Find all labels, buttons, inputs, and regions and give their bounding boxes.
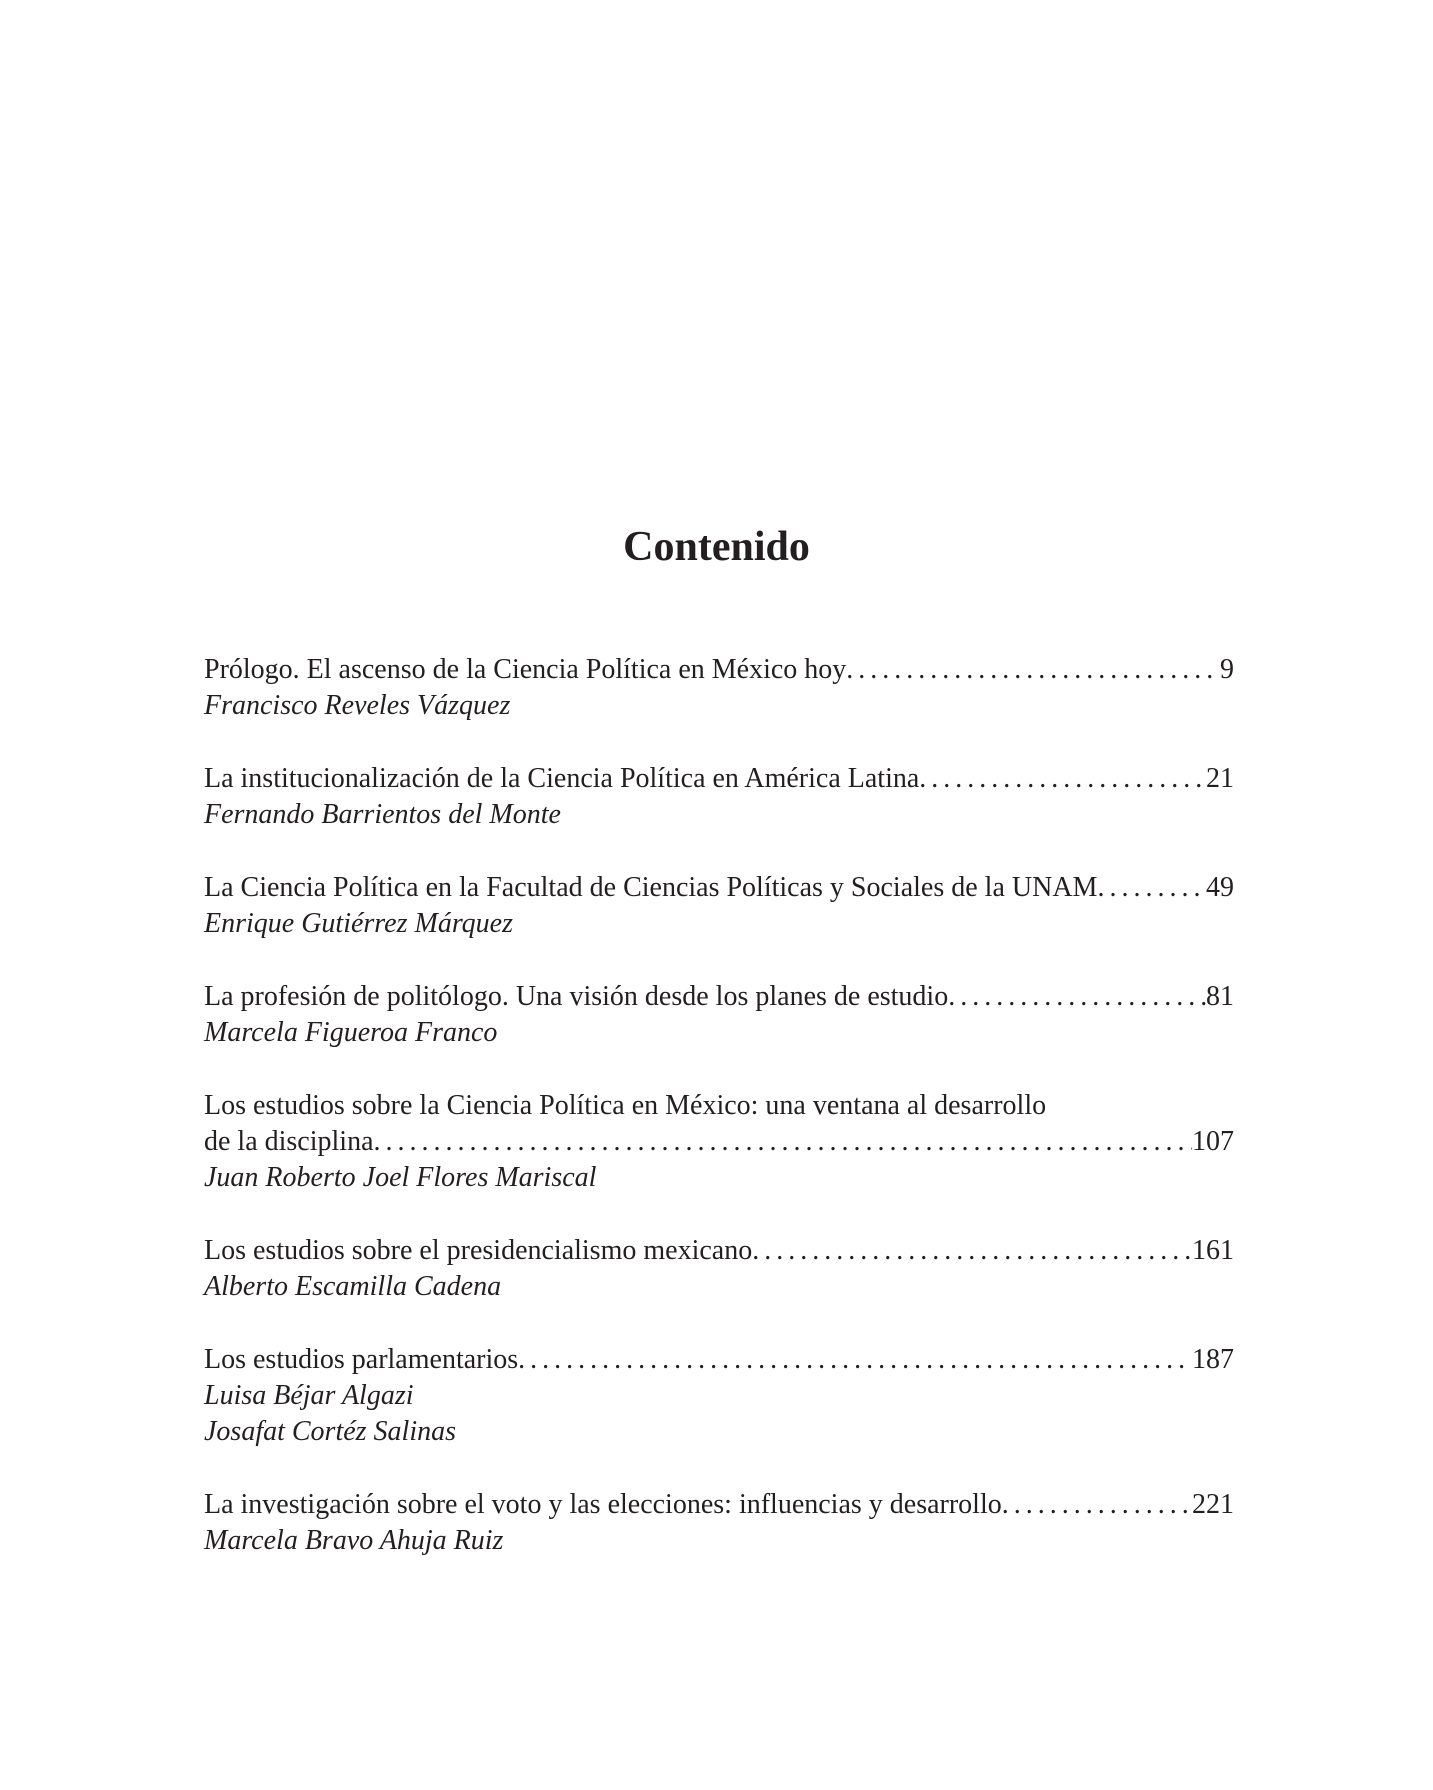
dot-leader [1097, 870, 1206, 906]
toc-entry-line [204, 652, 1234, 688]
toc-author: Juan Roberto Joel Flores Mariscal [204, 1162, 597, 1193]
toc-entry [204, 1342, 1234, 1450]
toc-author: Francisco Reveles Vázquez [204, 690, 511, 721]
toc-author: Marcela Figueroa Franco [204, 1017, 498, 1048]
toc-entry-title: Los estudios sobre el presidencialismo mexicano [204, 1235, 753, 1266]
dot-leader [374, 1124, 1192, 1160]
toc-author: Enrique Gutiérrez Márquez [204, 908, 513, 939]
toc-entry-title: La Ciencia Política en la Facultad de Ciencias Políticas y Sociales de la UNAM [204, 872, 1098, 903]
toc-page-number: 187 [1192, 1344, 1234, 1375]
toc-entry-title: de la disciplina [204, 1126, 374, 1157]
toc-entry [204, 1233, 1234, 1305]
toc-entry-title: Los estudios parlamentarios [204, 1344, 519, 1375]
toc-entry-title: Prólogo. El ascenso de la Ciencia Política en México hoy [204, 654, 847, 685]
page-title: Contenido [623, 524, 810, 570]
toc-author: Fernando Barrientos del Monte [204, 799, 561, 830]
toc-author: Alberto Escamilla Cadena [204, 1271, 502, 1302]
toc-page-number: 21 [1206, 763, 1234, 794]
toc-page-number: 161 [1192, 1235, 1234, 1266]
dot-leader [518, 1342, 1192, 1378]
toc-page-number: 107 [1192, 1126, 1234, 1157]
toc-entry [204, 1487, 1234, 1559]
toc-author: Marcela Bravo Ahuja Ruiz [204, 1525, 504, 1556]
toc-page-number: 49 [1206, 872, 1234, 903]
toc-entry [204, 979, 1234, 1051]
toc-author: Josafat Cortéz Salinas [204, 1416, 457, 1447]
toc-entry-title: La profesión de politólogo. Una visión desde los planes de estudio [204, 981, 949, 1012]
toc-author: Luisa Béjar Algazi [204, 1380, 414, 1411]
toc-entry [204, 652, 1234, 724]
dot-leader [919, 761, 1206, 797]
toc-entry-line [204, 761, 1234, 797]
toc-entry-line [204, 1487, 1234, 1523]
toc-entry [204, 870, 1234, 942]
toc-entry-line [204, 1342, 1234, 1378]
toc-entry-title-line1: Los estudios sobre la Ciencia Política en México: una ventana al desarrollo [204, 1090, 1047, 1121]
dot-leader [948, 979, 1206, 1015]
toc-page-number: 81 [1206, 981, 1234, 1012]
toc-entry-line [204, 1233, 1234, 1269]
dot-leader [846, 652, 1220, 688]
dot-leader [752, 1233, 1192, 1269]
dot-leader [1002, 1487, 1192, 1523]
toc-entry-title: La institucionalización de la Ciencia Política en América Latina [204, 763, 920, 794]
toc-entry [204, 1088, 1234, 1196]
toc-entry-title: La investigación sobre el voto y las elecciones: influencias y desarrollo [204, 1489, 1002, 1520]
toc-entry-line [204, 1124, 1234, 1160]
toc-page-number: 221 [1192, 1489, 1234, 1520]
table-of-contents [204, 652, 1234, 1596]
toc-page-number: 9 [1220, 654, 1234, 685]
toc-entry [204, 761, 1234, 833]
toc-entry-line [204, 870, 1234, 906]
toc-entry-line [204, 979, 1234, 1015]
